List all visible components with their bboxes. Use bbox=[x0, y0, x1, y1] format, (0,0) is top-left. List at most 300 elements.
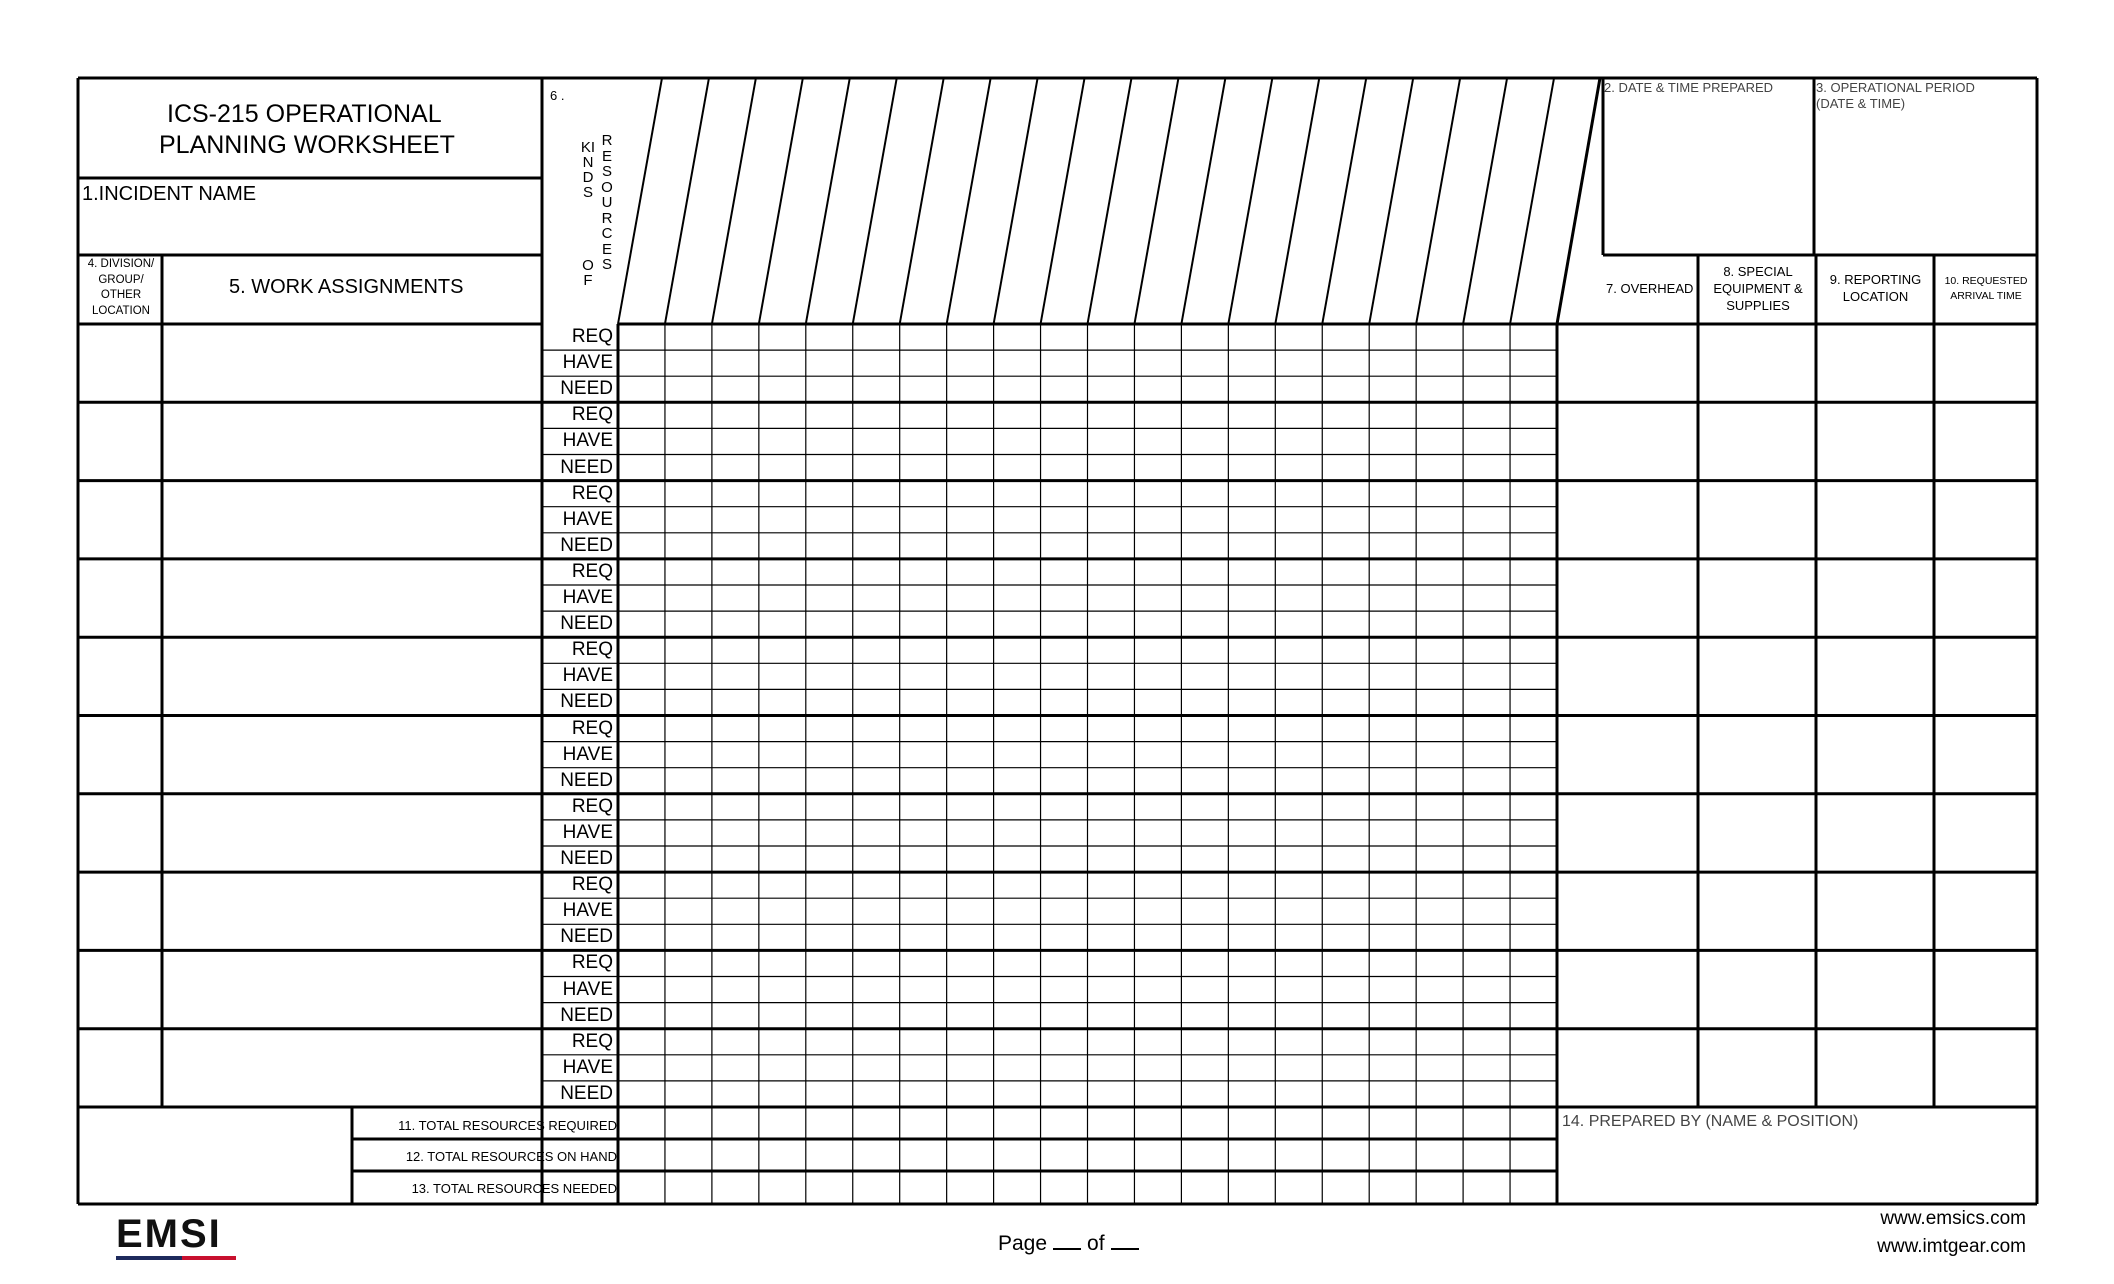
resource-count-cell[interactable] bbox=[1089, 612, 1134, 636]
resource-count-cell[interactable] bbox=[1229, 873, 1274, 897]
resource-count-cell[interactable] bbox=[1417, 508, 1462, 532]
resource-count-cell[interactable] bbox=[1182, 482, 1227, 506]
resource-count-cell[interactable] bbox=[1464, 925, 1509, 949]
resource-count-cell[interactable] bbox=[619, 821, 664, 845]
resource-count-cell[interactable] bbox=[666, 951, 711, 975]
resource-count-cell[interactable] bbox=[760, 795, 805, 819]
work-assignment-cell[interactable] bbox=[165, 326, 539, 400]
resource-count-cell[interactable] bbox=[1276, 403, 1321, 427]
resource-count-cell[interactable] bbox=[1089, 978, 1134, 1002]
resource-count-cell[interactable] bbox=[1089, 560, 1134, 584]
total-required-cell[interactable] bbox=[1511, 1109, 1556, 1137]
resource-count-cell[interactable] bbox=[1089, 899, 1134, 923]
resource-count-cell[interactable] bbox=[1370, 560, 1415, 584]
resource-count-cell[interactable] bbox=[1464, 951, 1509, 975]
resource-count-cell[interactable] bbox=[995, 1004, 1040, 1028]
resource-count-cell[interactable] bbox=[901, 482, 946, 506]
resource-count-cell[interactable] bbox=[1135, 821, 1180, 845]
resource-count-cell[interactable] bbox=[854, 899, 899, 923]
resource-count-cell[interactable] bbox=[1464, 1030, 1509, 1054]
resource-count-cell[interactable] bbox=[854, 612, 899, 636]
resource-count-cell[interactable] bbox=[995, 690, 1040, 714]
resource-count-cell[interactable] bbox=[901, 638, 946, 662]
special-equipment-cell[interactable] bbox=[1701, 718, 1813, 792]
resource-count-cell[interactable] bbox=[948, 925, 993, 949]
resource-count-cell[interactable] bbox=[1089, 1082, 1134, 1106]
resource-count-cell[interactable] bbox=[713, 377, 758, 401]
resource-count-cell[interactable] bbox=[1276, 743, 1321, 767]
operational-period-input[interactable] bbox=[1818, 116, 2034, 248]
resource-count-cell[interactable] bbox=[666, 1082, 711, 1106]
resource-count-cell[interactable] bbox=[1135, 429, 1180, 453]
resource-count-cell[interactable] bbox=[1464, 403, 1509, 427]
resource-count-cell[interactable] bbox=[619, 612, 664, 636]
division-cell[interactable] bbox=[81, 561, 159, 635]
resource-count-cell[interactable] bbox=[995, 612, 1040, 636]
resource-count-cell[interactable] bbox=[1370, 1056, 1415, 1080]
resource-count-cell[interactable] bbox=[948, 377, 993, 401]
resource-count-cell[interactable] bbox=[1089, 351, 1134, 375]
resource-count-cell[interactable] bbox=[1042, 978, 1087, 1002]
resource-count-cell[interactable] bbox=[760, 429, 805, 453]
resource-count-cell[interactable] bbox=[807, 664, 852, 688]
total-on-hand-cell[interactable] bbox=[760, 1141, 805, 1169]
resource-count-cell[interactable] bbox=[1135, 664, 1180, 688]
resource-count-cell[interactable] bbox=[760, 456, 805, 480]
resource-count-cell[interactable] bbox=[1135, 534, 1180, 558]
resource-count-cell[interactable] bbox=[1323, 508, 1368, 532]
resource-count-cell[interactable] bbox=[1229, 612, 1274, 636]
resource-count-cell[interactable] bbox=[1511, 586, 1556, 610]
resource-count-cell[interactable] bbox=[1182, 821, 1227, 845]
resource-count-cell[interactable] bbox=[901, 351, 946, 375]
resource-count-cell[interactable] bbox=[854, 795, 899, 819]
resource-count-cell[interactable] bbox=[1042, 925, 1087, 949]
resource-count-cell[interactable] bbox=[713, 951, 758, 975]
total-needed-cell[interactable] bbox=[1089, 1173, 1134, 1201]
resource-count-cell[interactable] bbox=[1182, 586, 1227, 610]
resource-count-cell[interactable] bbox=[807, 925, 852, 949]
overhead-cell[interactable] bbox=[1560, 404, 1695, 478]
resource-count-cell[interactable] bbox=[854, 351, 899, 375]
resource-count-cell[interactable] bbox=[1511, 560, 1556, 584]
resource-count-cell[interactable] bbox=[1370, 769, 1415, 793]
total-on-hand-cell[interactable] bbox=[1511, 1141, 1556, 1169]
total-required-cell[interactable] bbox=[854, 1109, 899, 1137]
resource-count-cell[interactable] bbox=[760, 482, 805, 506]
resource-count-cell[interactable] bbox=[1182, 560, 1227, 584]
resource-count-cell[interactable] bbox=[1229, 925, 1274, 949]
resource-count-cell[interactable] bbox=[807, 638, 852, 662]
resource-count-cell[interactable] bbox=[1464, 429, 1509, 453]
resource-count-cell[interactable] bbox=[760, 769, 805, 793]
resource-count-cell[interactable] bbox=[901, 1082, 946, 1106]
resource-count-cell[interactable] bbox=[666, 690, 711, 714]
resource-count-cell[interactable] bbox=[713, 925, 758, 949]
resource-count-cell[interactable] bbox=[760, 638, 805, 662]
resource-count-cell[interactable] bbox=[1229, 456, 1274, 480]
total-needed-cell[interactable] bbox=[666, 1173, 711, 1201]
resource-count-cell[interactable] bbox=[1511, 1030, 1556, 1054]
resource-count-cell[interactable] bbox=[807, 403, 852, 427]
resource-count-cell[interactable] bbox=[1229, 482, 1274, 506]
resource-count-cell[interactable] bbox=[807, 899, 852, 923]
resource-count-cell[interactable] bbox=[1511, 925, 1556, 949]
requested-arrival-cell[interactable] bbox=[1937, 952, 2034, 1026]
resource-count-cell[interactable] bbox=[1229, 795, 1274, 819]
resource-count-cell[interactable] bbox=[1323, 978, 1368, 1002]
resource-count-cell[interactable] bbox=[713, 743, 758, 767]
resource-count-cell[interactable] bbox=[1135, 325, 1180, 349]
resource-count-cell[interactable] bbox=[901, 978, 946, 1002]
total-on-hand-cell[interactable] bbox=[1323, 1141, 1368, 1169]
resource-count-cell[interactable] bbox=[1182, 1030, 1227, 1054]
resource-count-cell[interactable] bbox=[1464, 795, 1509, 819]
resource-count-cell[interactable] bbox=[1370, 534, 1415, 558]
resource-count-cell[interactable] bbox=[760, 1082, 805, 1106]
resource-count-cell[interactable] bbox=[619, 351, 664, 375]
resource-count-cell[interactable] bbox=[1511, 821, 1556, 845]
special-equipment-cell[interactable] bbox=[1701, 1031, 1813, 1105]
resource-count-cell[interactable] bbox=[1276, 560, 1321, 584]
resource-count-cell[interactable] bbox=[948, 769, 993, 793]
resource-count-cell[interactable] bbox=[1089, 925, 1134, 949]
resource-count-cell[interactable] bbox=[713, 717, 758, 741]
resource-count-cell[interactable] bbox=[666, 743, 711, 767]
resource-count-cell[interactable] bbox=[1182, 429, 1227, 453]
division-cell[interactable] bbox=[81, 718, 159, 792]
resource-count-cell[interactable] bbox=[901, 847, 946, 871]
incident-name-input[interactable] bbox=[82, 210, 537, 248]
resource-count-cell[interactable] bbox=[1182, 325, 1227, 349]
resource-count-cell[interactable] bbox=[713, 403, 758, 427]
resource-count-cell[interactable] bbox=[1135, 508, 1180, 532]
resource-count-cell[interactable] bbox=[1511, 508, 1556, 532]
resource-count-cell[interactable] bbox=[1135, 1082, 1180, 1106]
resource-count-cell[interactable] bbox=[948, 1056, 993, 1080]
resource-count-cell[interactable] bbox=[807, 508, 852, 532]
resource-count-cell[interactable] bbox=[713, 325, 758, 349]
resource-count-cell[interactable] bbox=[1182, 638, 1227, 662]
resource-count-cell[interactable] bbox=[666, 925, 711, 949]
resource-count-cell[interactable] bbox=[1464, 717, 1509, 741]
total-on-hand-cell[interactable] bbox=[995, 1141, 1040, 1169]
total-needed-cell[interactable] bbox=[760, 1173, 805, 1201]
resource-count-cell[interactable] bbox=[807, 978, 852, 1002]
resource-count-cell[interactable] bbox=[1370, 429, 1415, 453]
resource-count-cell[interactable] bbox=[1323, 560, 1368, 584]
resource-count-cell[interactable] bbox=[1042, 612, 1087, 636]
resource-count-cell[interactable] bbox=[948, 978, 993, 1002]
resource-count-cell[interactable] bbox=[1042, 690, 1087, 714]
resource-count-cell[interactable] bbox=[901, 951, 946, 975]
resource-count-cell[interactable] bbox=[713, 769, 758, 793]
resource-count-cell[interactable] bbox=[1417, 482, 1462, 506]
resource-count-cell[interactable] bbox=[1417, 873, 1462, 897]
resource-count-cell[interactable] bbox=[1370, 1030, 1415, 1054]
resource-count-cell[interactable] bbox=[1089, 769, 1134, 793]
resource-count-cell[interactable] bbox=[619, 795, 664, 819]
special-equipment-cell[interactable] bbox=[1701, 326, 1813, 400]
resource-count-cell[interactable] bbox=[995, 534, 1040, 558]
resource-count-cell[interactable] bbox=[1182, 847, 1227, 871]
resource-count-cell[interactable] bbox=[1370, 873, 1415, 897]
resource-count-cell[interactable] bbox=[1135, 795, 1180, 819]
resource-count-cell[interactable] bbox=[948, 560, 993, 584]
work-assignment-cell[interactable] bbox=[165, 1031, 539, 1105]
resource-count-cell[interactable] bbox=[760, 508, 805, 532]
resource-count-cell[interactable] bbox=[666, 377, 711, 401]
total-on-hand-cell[interactable] bbox=[854, 1141, 899, 1169]
overhead-cell[interactable] bbox=[1560, 326, 1695, 400]
requested-arrival-cell[interactable] bbox=[1937, 718, 2034, 792]
resource-count-cell[interactable] bbox=[760, 978, 805, 1002]
requested-arrival-cell[interactable] bbox=[1937, 326, 2034, 400]
division-cell[interactable] bbox=[81, 639, 159, 713]
resource-count-cell[interactable] bbox=[1323, 1004, 1368, 1028]
resource-count-cell[interactable] bbox=[1464, 821, 1509, 845]
resource-count-cell[interactable] bbox=[1042, 847, 1087, 871]
special-equipment-cell[interactable] bbox=[1701, 561, 1813, 635]
requested-arrival-cell[interactable] bbox=[1937, 639, 2034, 713]
resource-count-cell[interactable] bbox=[807, 821, 852, 845]
resource-count-cell[interactable] bbox=[1464, 1056, 1509, 1080]
resource-count-cell[interactable] bbox=[1042, 429, 1087, 453]
resource-count-cell[interactable] bbox=[854, 717, 899, 741]
resource-count-cell[interactable] bbox=[1276, 508, 1321, 532]
resource-count-cell[interactable] bbox=[1135, 482, 1180, 506]
total-needed-cell[interactable] bbox=[948, 1173, 993, 1201]
resource-count-cell[interactable] bbox=[619, 690, 664, 714]
resource-count-cell[interactable] bbox=[1276, 456, 1321, 480]
resource-count-cell[interactable] bbox=[1276, 925, 1321, 949]
resource-count-cell[interactable] bbox=[1276, 586, 1321, 610]
total-needed-cell[interactable] bbox=[1464, 1173, 1509, 1201]
resource-count-cell[interactable] bbox=[1417, 925, 1462, 949]
resource-count-cell[interactable] bbox=[1511, 664, 1556, 688]
resource-count-cell[interactable] bbox=[713, 482, 758, 506]
resource-count-cell[interactable] bbox=[1323, 769, 1368, 793]
resource-count-cell[interactable] bbox=[666, 508, 711, 532]
resource-count-cell[interactable] bbox=[713, 1030, 758, 1054]
resource-count-cell[interactable] bbox=[901, 1004, 946, 1028]
resource-count-cell[interactable] bbox=[1089, 1056, 1134, 1080]
resource-count-cell[interactable] bbox=[619, 743, 664, 767]
resource-count-cell[interactable] bbox=[901, 1030, 946, 1054]
resource-count-cell[interactable] bbox=[1323, 638, 1368, 662]
resource-count-cell[interactable] bbox=[619, 560, 664, 584]
resource-count-cell[interactable] bbox=[854, 560, 899, 584]
resource-count-cell[interactable] bbox=[1042, 743, 1087, 767]
resource-count-cell[interactable] bbox=[619, 925, 664, 949]
resource-count-cell[interactable] bbox=[1089, 429, 1134, 453]
resource-count-cell[interactable] bbox=[1323, 456, 1368, 480]
resource-count-cell[interactable] bbox=[619, 508, 664, 532]
resource-count-cell[interactable] bbox=[1370, 978, 1415, 1002]
resource-count-cell[interactable] bbox=[1135, 925, 1180, 949]
resource-count-cell[interactable] bbox=[619, 664, 664, 688]
resource-count-cell[interactable] bbox=[1042, 1082, 1087, 1106]
total-on-hand-cell[interactable] bbox=[1089, 1141, 1134, 1169]
resource-count-cell[interactable] bbox=[1182, 873, 1227, 897]
resource-count-cell[interactable] bbox=[1042, 638, 1087, 662]
resource-count-cell[interactable] bbox=[760, 586, 805, 610]
resource-count-cell[interactable] bbox=[713, 1056, 758, 1080]
total-needed-cell[interactable] bbox=[619, 1173, 664, 1201]
total-needed-cell[interactable] bbox=[1511, 1173, 1556, 1201]
resource-count-cell[interactable] bbox=[760, 377, 805, 401]
resource-count-cell[interactable] bbox=[807, 1004, 852, 1028]
resource-count-cell[interactable] bbox=[807, 377, 852, 401]
resource-count-cell[interactable] bbox=[995, 795, 1040, 819]
resource-count-cell[interactable] bbox=[854, 1004, 899, 1028]
resource-count-cell[interactable] bbox=[1417, 534, 1462, 558]
resource-count-cell[interactable] bbox=[1417, 690, 1462, 714]
resource-count-cell[interactable] bbox=[1511, 743, 1556, 767]
total-required-cell[interactable] bbox=[1464, 1109, 1509, 1137]
resource-count-cell[interactable] bbox=[1276, 664, 1321, 688]
resource-count-cell[interactable] bbox=[1276, 482, 1321, 506]
resource-count-cell[interactable] bbox=[1370, 612, 1415, 636]
resource-count-cell[interactable] bbox=[1135, 586, 1180, 610]
resource-count-cell[interactable] bbox=[1182, 664, 1227, 688]
total-required-cell[interactable] bbox=[1276, 1109, 1321, 1137]
resource-count-cell[interactable] bbox=[760, 873, 805, 897]
reporting-location-cell[interactable] bbox=[1819, 952, 1931, 1026]
resource-count-cell[interactable] bbox=[1511, 1082, 1556, 1106]
resource-count-cell[interactable] bbox=[666, 351, 711, 375]
resource-count-cell[interactable] bbox=[760, 717, 805, 741]
resource-count-cell[interactable] bbox=[666, 978, 711, 1002]
resource-count-cell[interactable] bbox=[1229, 325, 1274, 349]
total-on-hand-cell[interactable] bbox=[619, 1141, 664, 1169]
resource-count-cell[interactable] bbox=[1323, 664, 1368, 688]
resource-count-cell[interactable] bbox=[854, 1030, 899, 1054]
total-on-hand-cell[interactable] bbox=[713, 1141, 758, 1169]
resource-count-cell[interactable] bbox=[807, 456, 852, 480]
resource-count-cell[interactable] bbox=[1042, 1004, 1087, 1028]
resource-count-cell[interactable] bbox=[1323, 1030, 1368, 1054]
resource-count-cell[interactable] bbox=[1417, 821, 1462, 845]
resource-count-cell[interactable] bbox=[1511, 1004, 1556, 1028]
resource-count-cell[interactable] bbox=[901, 456, 946, 480]
resource-count-cell[interactable] bbox=[1417, 1004, 1462, 1028]
resource-count-cell[interactable] bbox=[1417, 847, 1462, 871]
page-total-blank[interactable] bbox=[1111, 1230, 1139, 1250]
resource-count-cell[interactable] bbox=[1511, 847, 1556, 871]
resource-count-cell[interactable] bbox=[713, 351, 758, 375]
resource-count-cell[interactable] bbox=[807, 847, 852, 871]
resource-count-cell[interactable] bbox=[1276, 534, 1321, 558]
resource-count-cell[interactable] bbox=[1417, 325, 1462, 349]
special-equipment-cell[interactable] bbox=[1701, 874, 1813, 948]
resource-count-cell[interactable] bbox=[1229, 1030, 1274, 1054]
total-on-hand-cell[interactable] bbox=[901, 1141, 946, 1169]
resource-count-cell[interactable] bbox=[1229, 377, 1274, 401]
requested-arrival-cell[interactable] bbox=[1937, 1031, 2034, 1105]
resource-count-cell[interactable] bbox=[1511, 978, 1556, 1002]
resource-count-cell[interactable] bbox=[1229, 769, 1274, 793]
resource-count-cell[interactable] bbox=[854, 534, 899, 558]
resource-count-cell[interactable] bbox=[619, 429, 664, 453]
resource-count-cell[interactable] bbox=[1042, 873, 1087, 897]
resource-count-cell[interactable] bbox=[1370, 743, 1415, 767]
division-cell[interactable] bbox=[81, 1031, 159, 1105]
resource-count-cell[interactable] bbox=[1511, 1056, 1556, 1080]
resource-count-cell[interactable] bbox=[1464, 873, 1509, 897]
resource-count-cell[interactable] bbox=[948, 534, 993, 558]
requested-arrival-cell[interactable] bbox=[1937, 483, 2034, 557]
resource-count-cell[interactable] bbox=[760, 612, 805, 636]
work-assignment-cell[interactable] bbox=[165, 561, 539, 635]
resource-count-cell[interactable] bbox=[1464, 482, 1509, 506]
resource-count-cell[interactable] bbox=[854, 508, 899, 532]
work-assignment-cell[interactable] bbox=[165, 404, 539, 478]
special-equipment-cell[interactable] bbox=[1701, 483, 1813, 557]
resource-count-cell[interactable] bbox=[995, 1082, 1040, 1106]
resource-count-cell[interactable] bbox=[948, 403, 993, 427]
page-number-blank[interactable] bbox=[1053, 1230, 1081, 1250]
resource-count-cell[interactable] bbox=[1182, 403, 1227, 427]
total-required-cell[interactable] bbox=[666, 1109, 711, 1137]
resource-count-cell[interactable] bbox=[619, 586, 664, 610]
resource-count-cell[interactable] bbox=[948, 743, 993, 767]
resource-count-cell[interactable] bbox=[760, 403, 805, 427]
total-needed-cell[interactable] bbox=[1370, 1173, 1415, 1201]
resource-count-cell[interactable] bbox=[948, 325, 993, 349]
total-needed-cell[interactable] bbox=[1229, 1173, 1274, 1201]
resource-count-cell[interactable] bbox=[995, 377, 1040, 401]
resource-count-cell[interactable] bbox=[1511, 429, 1556, 453]
resource-count-cell[interactable] bbox=[901, 899, 946, 923]
resource-count-cell[interactable] bbox=[619, 403, 664, 427]
requested-arrival-cell[interactable] bbox=[1937, 796, 2034, 870]
resource-count-cell[interactable] bbox=[1042, 586, 1087, 610]
resource-count-cell[interactable] bbox=[1042, 717, 1087, 741]
resource-count-cell[interactable] bbox=[1511, 638, 1556, 662]
resource-count-cell[interactable] bbox=[1182, 612, 1227, 636]
total-required-cell[interactable] bbox=[807, 1109, 852, 1137]
date-time-prepared-input[interactable] bbox=[1606, 100, 1812, 248]
work-assignment-cell[interactable] bbox=[165, 483, 539, 557]
resource-count-cell[interactable] bbox=[1323, 821, 1368, 845]
resource-count-cell[interactable] bbox=[1042, 560, 1087, 584]
resource-count-cell[interactable] bbox=[807, 795, 852, 819]
resource-count-cell[interactable] bbox=[948, 847, 993, 871]
resource-count-cell[interactable] bbox=[1089, 847, 1134, 871]
resource-count-cell[interactable] bbox=[948, 508, 993, 532]
total-required-cell[interactable] bbox=[1229, 1109, 1274, 1137]
resource-count-cell[interactable] bbox=[854, 403, 899, 427]
work-assignment-cell[interactable] bbox=[165, 952, 539, 1026]
overhead-cell[interactable] bbox=[1560, 874, 1695, 948]
work-assignment-cell[interactable] bbox=[165, 874, 539, 948]
resource-count-cell[interactable] bbox=[854, 325, 899, 349]
resource-count-cell[interactable] bbox=[619, 1004, 664, 1028]
resource-count-cell[interactable] bbox=[854, 690, 899, 714]
resource-count-cell[interactable] bbox=[1229, 586, 1274, 610]
resource-count-cell[interactable] bbox=[854, 456, 899, 480]
resource-count-cell[interactable] bbox=[1182, 899, 1227, 923]
resource-count-cell[interactable] bbox=[995, 560, 1040, 584]
resource-count-cell[interactable] bbox=[619, 325, 664, 349]
total-required-cell[interactable] bbox=[1417, 1109, 1462, 1137]
total-needed-cell[interactable] bbox=[1276, 1173, 1321, 1201]
resource-count-cell[interactable] bbox=[760, 899, 805, 923]
resource-count-cell[interactable] bbox=[1323, 925, 1368, 949]
resource-count-cell[interactable] bbox=[1276, 638, 1321, 662]
special-equipment-cell[interactable] bbox=[1701, 639, 1813, 713]
